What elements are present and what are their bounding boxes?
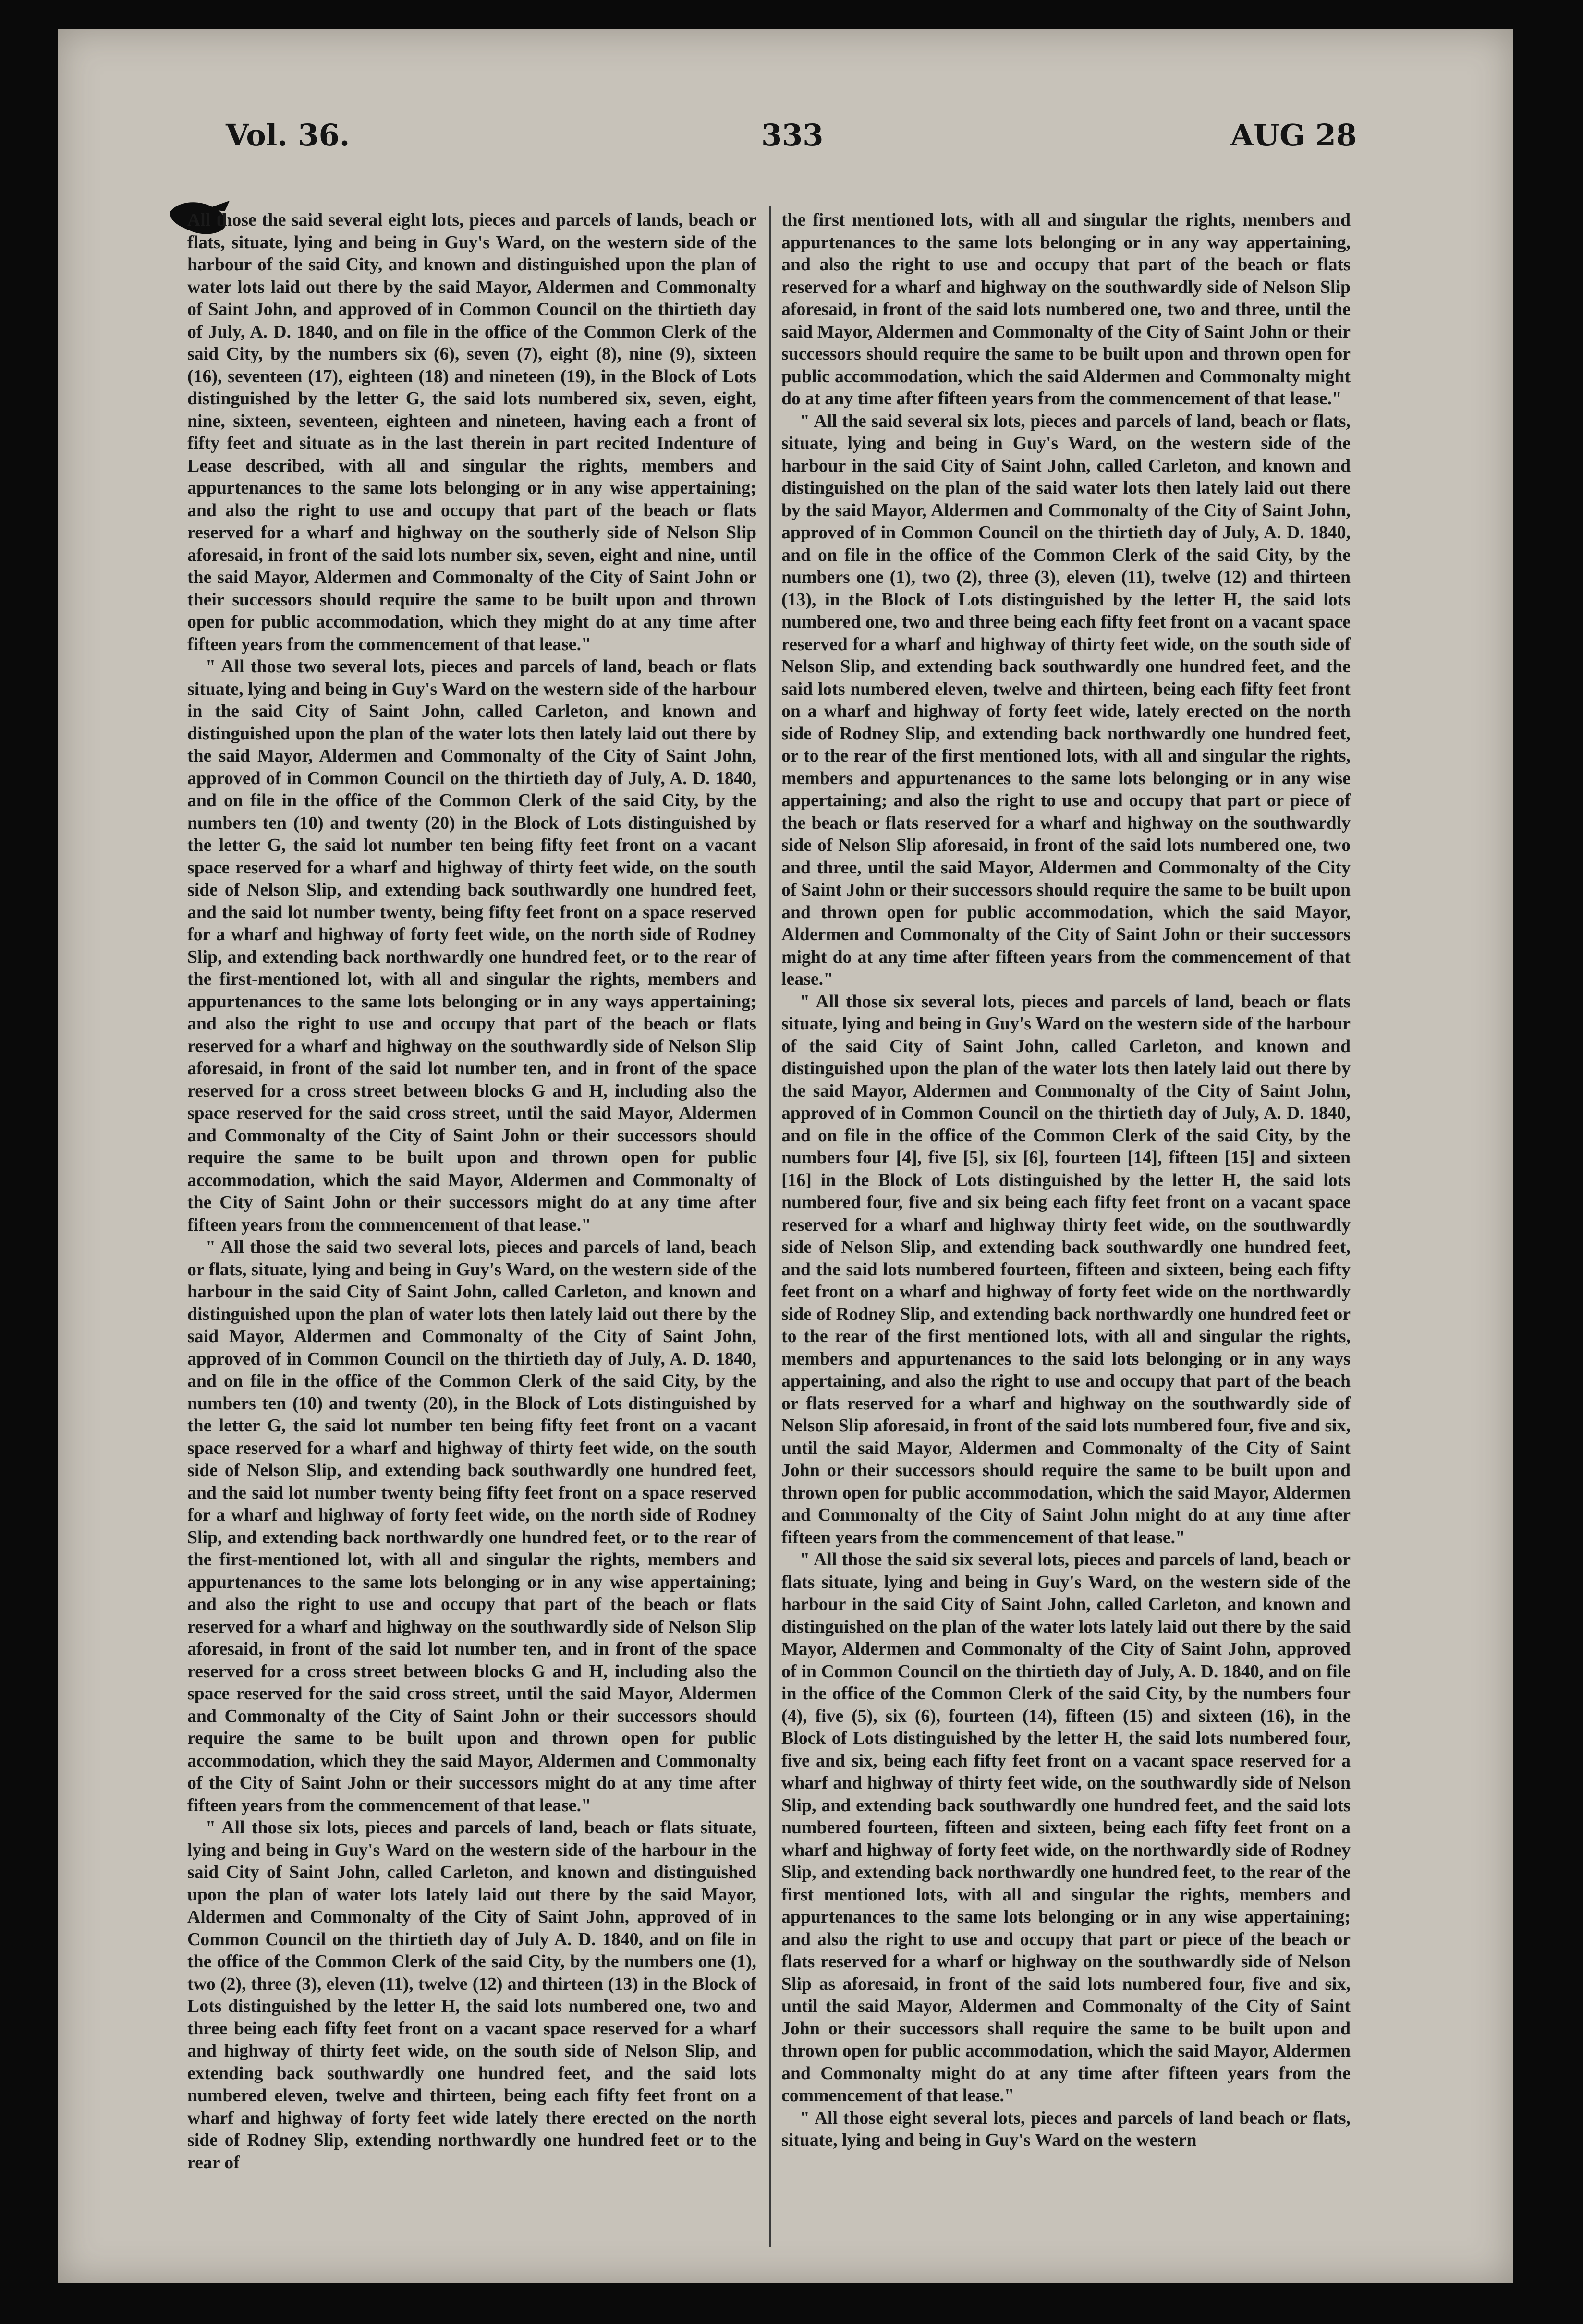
volume-label: Vol. 36. [226, 118, 350, 153]
paragraph: " All those two several lots, pieces and parcels of land, beach or flats situate, lying and being in Guy's Ward on the western side of the harbour in the said City of Saint John, called Carleton, and known and distinguished upon the plan of the water lots then lately laid out there by the said Mayor, Aldermen and Commonalty of the City of Saint John, approved of in Common Council on the thirtieth day of July, A. D. 1840, and on file in the office of the Common Clerk of the said City, by the numbers ten (10) and twenty (20) in the Block of Lots distinguished by the letter G, the said lot number ten being fifty feet front on a vacant space reserved for a wharf and highway of thirty feet wide, on the south side of Nelson Slip, and extending back southwardly one hundred feet, and the said lot number twenty, being fifty feet front on a space reserved for a wharf and highway of forty feet wide, on the north side of Rodney Slip, and extending back northwardly one hundred feet, or to the rear of the first-mentioned lot, with all and singular the rights, members and appurtenances to the same lots belonging or in any ways appertaining; and also the right to use and occupy that part of the beach or flats reserved for a wharf and highway on the southwardly side of Nelson Slip aforesaid, in front of the said lot number ten, and in front of the space reserved for a cross street between blocks G and H, including also the space reserved for the said cross street, until the said Mayor, Aldermen and Commonalty of the City of Saint John or their successors should require the same to be built upon and thrown open for public accommodation, which the said Mayor, Aldermen and Commonalty of the City of Saint John or their successors might do at any time after fifteen years from the commencement of that lease." [187, 656, 756, 1235]
document-page [58, 29, 1513, 2283]
column-divider [769, 206, 771, 2247]
paragraph: the first mentioned lots, with all and singular the rights, members and appurtenances to the same lots belonging or in any way appertaining, and also the right to use and occupy that part of the beach or flats reserved for a wharf and highway on the southwardly side of Nelson Slip aforesaid, in front of the said lots numbered one, two and three, until the said Mayor, Aldermen and Commonalty of the City of Saint John or their successors should require the same to be built upon and thrown open for public accommodation, which the said Aldermen and Commonalty might do at any time after fifteen years from the commencement of that lease." [781, 210, 1351, 409]
paragraph: " All those eight several lots, pieces and parcels of land beach or flats, situate, lying and being in Guy's Ward on the western [781, 2107, 1351, 2150]
paragraph: All those the said several eight lots, pieces and parcels of lands, beach or flats, situate, lying and being in Guy's Ward, on the western side of the harbour of the said City, and known and distinguished upon the plan of water lots laid out there by the said Mayor, Aldermen and Commonalty of Saint John, and approved of in Common Council on the thirtieth day of July, A. D. 1840, and on file in the office of the Common Clerk of the said City, by the numbers six (6), seven (7), eight (8), nine (9), sixteen (16), seventeen (17), eighteen (18) and nineteen (19), in the Block of Lots distinguished by the letter G, the said lots numbered six, seven, eight, nine, sixteen, seventeen, eighteen and nineteen, having each a front of fifty feet and situate as in the last therein in part recited Indenture of Lease described, with all and singular the rights, members and appurtenances to the same lots belonging or in any wise appertaining; and also the right to use and occupy that part of the beach or flats reserved for a wharf and highway on the southerly side of Nelson Slip aforesaid, in front of the said lots number six, seven, eight and nine, until the said Mayor, Aldermen and Commonalty of the City of Saint John or their successors should require the same to be built upon and thrown open for public accommodation, which they might do at any time after fifteen years from the commencement of that lease." [187, 210, 756, 654]
page-header [58, 118, 1513, 161]
paragraph: " All those six lots, pieces and parcels of land, beach or flats situate, lying and being in Guy's Ward on the western side of the harbour in the said City of Saint John, called Carleton, and known and distinguished upon the plan of water lots lately laid out there by the said Mayor, Aldermen and Commonalty of the City of Saint John, approved of in Common Council on the thirtieth day of July A. D. 1840, and on file in the office of the Common Clerk of the said City, by the numbers one (1), two (2), three (3), eleven (11), twelve (12) and thirteen (13) in the Block of Lots distinguished by the letter H, the said lots numbered one, two and three being each fifty feet front on a vacant space reserved for a wharf and highway of thirty feet wide, on the south side of Nelson Slip, and extending back southwardly one hundred feet, and the said lots numbered eleven, twelve and thirteen, being each fifty feet front on a wharf and highway of forty feet wide lately there erected on the north side of Rodney Slip, extending northwardly one hundred feet or to the rear of [187, 1817, 756, 2173]
paragraph: " All the said several six lots, pieces and parcels of land, beach or flats, situate, lying and being in Guy's Ward, on the western side of the harbour in the said City of Saint John, called Carleton, and known and distinguished on the plan of the said water lots then lately laid out there by the said Mayor, Aldermen and Commonalty of the City of Saint John, approved of in Common Council on the thirtieth day of July, A. D. 1840, and on file in the office of the Common Clerk of the said City, by the numbers one (1), two (2), three (3), eleven (11), twelve (12) and thirteen (13), in the Block of Lots distinguished by the letter H, the said lots numbered one, two and three being each fifty feet front on a vacant space reserved for a wharf and highway of thirty feet wide, on the south side of Nelson Slip, and extending back southwardly one hundred feet, and the said lots numbered eleven, twelve and thirteen, being each fifty feet front on a wharf and highway of forty feet wide, lately erected on the north side of Rodney Slip, and extending back northwardly one hundred feet, or to the rear of the first mentioned lots, with all and singular the rights, members and appurtenances to the same lots belonging or in any wise appertaining; and also the right to use and occupy that part or piece of the beach or flats reserved for a wharf and highway on the southwardly side of Nelson Slip aforesaid, in front of the said lots numbered one, two and three, until the said Mayor, Aldermen and Commonalty of the City of Saint John or their successors should require the same to be built upon and thrown open for public accommodation, which the said Mayor, Aldermen and Commonalty of the City of Saint John or their successors might do at any time after fifteen years from the commencement of that lease." [781, 411, 1351, 989]
page-number: 333 [761, 118, 824, 153]
date-label: AUG 28 [1230, 118, 1357, 153]
paragraph: " All those six several lots, pieces and parcels of land, beach or flats situate, lying and being in Guy's Ward on the western side of the harbour of the said City of Saint John, called Carleton, and known and distinguished upon the plan of the water lots then lately laid out there by the said Mayor, Aldermen and Commonalty of the City of Saint John, approved of in Common Council on the thirtieth day of July, A. D. 1840, and on file in the office of the Common Clerk of the said City, by the numbers four [4], five [5], six [6], fourteen [14], fifteen [15] and sixteen [16] in the Block of Lots distinguished by the letter H, the said lots numbered four, five and six being each fifty feet front on a vacant space reserved for a wharf and highway thirty feet wide, on the southwardly side of Nelson Slip, and extending back southwardly one hundred feet, and the said lots numbered fourteen, fifteen and sixteen, being each fifty feet front on a wharf and highway of forty feet wide on the northwardly side of Rodney Slip, and extending back northwardly one hundred feet or to the rear of the first mentioned lots, with all and singular the rights, members and appurtenances to the said lots belonging or in any ways appertaining, and also the right to use and occupy that part of the beach or flats reserved for a wharf and highway on the southwardly side of Nelson Slip aforesaid, in front of the said lots numbered four, five and six, until the said Mayor, Aldermen and Commonalty of the City of Saint John or their successors should require the same to be built upon and thrown open for public accommodation, which the said Mayor, Aldermen and Commonalty of the City of Saint John might do at any time after fifteen years from the commencement of that lease." [781, 991, 1351, 1548]
left-column [187, 209, 756, 2247]
paragraph: " All those the said two several lots, pieces and parcels of land, beach or flats, situate, lying and being in Guy's Ward, on the western side of the harbour in the said City of Saint John, called Carleton, and known and distinguished upon the plan of water lots then lately laid out there by the said Mayor, Aldermen and Commonalty of the City of Saint John, approved of in Common Council on the thirtieth day of July, A. D. 1840, and on file in the office of the Common Clerk of the said City, by the numbers ten (10) and twenty (20), in the Block of Lots distinguished by the letter G, the said lot number ten being fifty feet front on a vacant space reserved for a wharf and highway of thirty feet wide, on the south side of Nelson Slip, and extending back southwardly one hundred feet, and the said lot number twenty being fifty feet front on a space reserved for a wharf and highway of forty feet wide, on the north side of Rodney Slip, and extending back northwardly one hundred feet, or to the rear of the first-mentioned lot, with all and singular the rights, members and appurtenances to the same lots belonging or in any wise appertaining; and also the right to use and occupy that part of the beach or flats reserved for a wharf and highway on the southwardly side of Nelson Slip aforesaid, in front of the said lot number ten, and in front of the space reserved for a cross street between blocks G and H, including also the space reserved for the said cross street, until the said Mayor, Aldermen and Commonalty of the City of Saint John or their successors should require the same to be built upon and thrown open for public accommodation, which they the said Mayor, Aldermen and Commonalty of the City of Saint John or their successors might do at any time after fifteen years from the commencement of that lease." [187, 1237, 756, 1816]
paragraph: " All those the said six several lots, pieces and parcels of land, beach or flats situate, lying and being in Guy's Ward, on the western side of the harbour in the said City of Saint John, called Carleton, and known and distinguished on the plan of the water lots lately laid out there by the said Mayor, Aldermen and Commonalty of the City of Saint John, approved of in Common Council on the thirtieth day of July, A. D. 1840, and on file in the office of the Common Clerk of the said City, by the numbers four (4), five (5), six (6), fourteen (14), fifteen (15) and sixteen (16), in the Block of Lots distinguished by the letter H, the said lots numbered four, five and six, being each fifty feet front on a vacant space reserved for a wharf and highway of thirty feet wide, on the southwardly side of Nelson Slip, and extending back southwardly one hundred feet, and the said lots numbered fourteen, fifteen and sixteen, being each fifty feet front on a wharf and highway of forty feet wide, on the northwardly side of Rodney Slip, and extending back northwardly one hundred feet, to the rear of the first mentioned lots, with all and singular the rights, members and appurtenances to the same lots belonging or in any wise appertaining; and also the right to use and occupy that part or piece of the beach or flats reserved for a wharf or highway on the southwardly side of Nelson Slip as aforesaid, in front of the said lots numbered four, five and six, until the said Mayor, Aldermen and Commonalty of the City of Saint John or their successors shall require the same to be built upon and thrown open for public accommodation, which the said Mayor, Aldermen and Commonalty might do at any time after fifteen years from the commencement of that lease." [781, 1549, 1351, 2106]
right-column [781, 209, 1351, 2247]
